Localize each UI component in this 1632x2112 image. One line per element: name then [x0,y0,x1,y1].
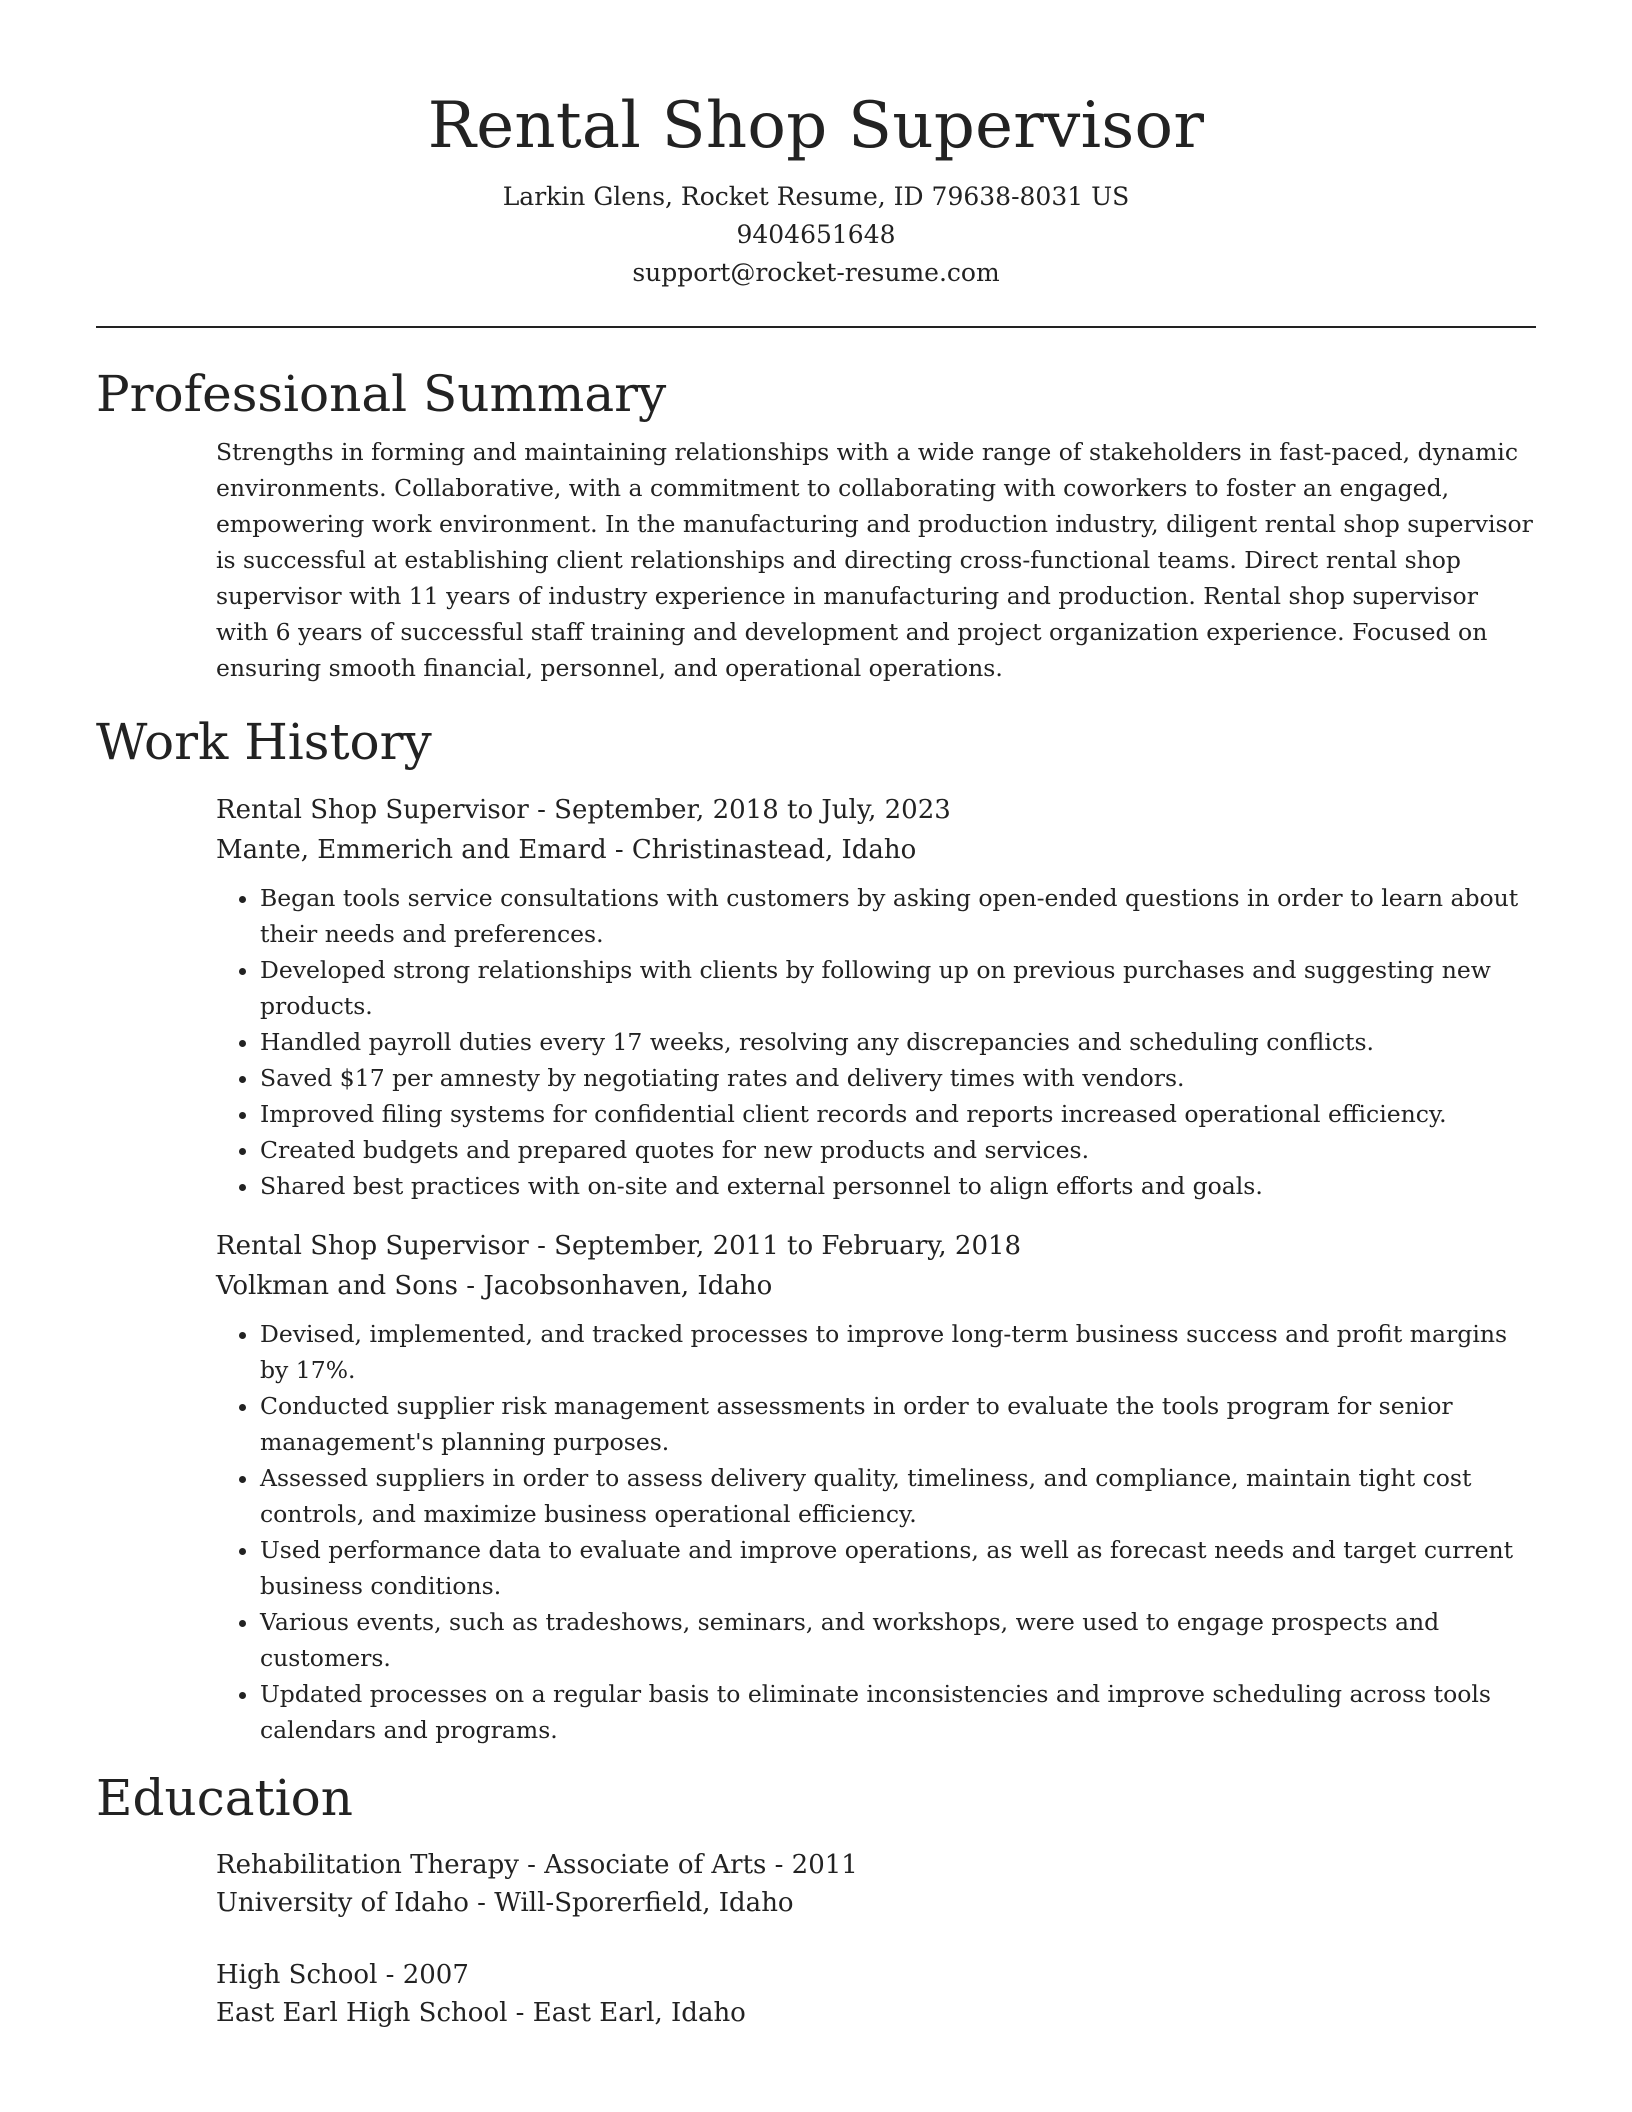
education-school: University of Idaho [216,1888,469,1918]
job-bullet: • Used performance data to evaluate and improve operations, as well as forecast needs and target current business conditions. [260,1532,1536,1604]
job-bullet: • Conducted supplier risk management assessments in order to evaluate the tools program for senior management's planning purposes. [260,1388,1536,1460]
job-title-line [216,790,1536,830]
job-company: Mante, Emmerich and Emard [216,835,607,865]
education-heading: Education [96,1769,353,1827]
education-section [216,1846,1536,2032]
summary-heading: Professional Summary [96,365,667,423]
job-location: - Christinastead, Idaho [606,835,917,865]
job-bullet: • Devised, implemented, and tracked processes to improve long-term business success and profit margins by 17%. [260,1316,1536,1388]
job-bullet-list [216,880,1536,1204]
summary-section [216,434,1536,686]
education-school-line [216,1884,1536,1922]
job-position: Rental Shop Supervisor [216,1231,529,1261]
job-bullet: • Updated processes on a regular basis to eliminate inconsistencies and improve scheduling across tools calendars and programs. [260,1676,1536,1748]
job-bullet: • Began tools service consultations with customers by asking open-ended questions in order to learn about their needs and preferences. [260,880,1536,952]
job-bullet: • Assessed suppliers in order to assess delivery quality, timeliness, and compliance, maintain tight cost controls, and maximize business operational efficiency. [260,1460,1536,1532]
education-location: - East Earl, Idaho [507,1998,746,2028]
job-bullet: • Improved filing systems for confidential client records and reports increased operational efficiency. [260,1096,1536,1132]
education-degree: Rehabilitation Therapy - Associate of Arts - 2011 [216,1850,858,1880]
job-position: Rental Shop Supervisor [216,795,529,825]
education-entry [216,1846,1536,1922]
contact-phone: 9404651648 [736,220,896,249]
job-entry [216,790,1536,1204]
work-history-heading: Work History [96,713,432,771]
education-school: East Earl High School [216,1998,508,2028]
job-location: - Jacobsonhaven, Idaho [458,1271,773,1301]
education-entry [216,1956,1536,2032]
job-bullet: • Saved $17 per amnesty by negotiating rates and delivery times with vendors. [260,1060,1536,1096]
job-company-line [216,830,1536,870]
job-bullet: • Handled payroll duties every 17 weeks, resolving any discrepancies and scheduling conflicts. [260,1024,1536,1060]
header-divider [96,326,1536,328]
education-school-line [216,1994,1536,2032]
summary-text: Strengths in forming and maintaining relationships with a wide range of stakeholders in fast-paced, dynamic environments. Collaborative, with a commitment to collaborating with coworkers to foster an engaged, empowering work environment. In the manufacturing and production industry, diligent rental shop supervisor is successful at establishing client relationships and directing cross-functional teams. Direct rental shop supervisor with 11 years of industry experience in manufacturing and production. Rental shop supervisor with 6 years of successful staff training and development and project organization experience. Focused on ensuring smooth financial, personnel, and operational operations. [216,438,1533,682]
job-title-line [216,1226,1536,1266]
job-bullet: • Various events, such as tradeshows, seminars, and workshops, were used to engage prospects and customers. [260,1604,1536,1676]
job-company-line [216,1266,1536,1306]
contact-address: Larkin Glens, Rocket Resume, ID 79638-8031 US [502,182,1130,211]
contact-block [96,178,1536,292]
job-company: Volkman and Sons [216,1271,458,1301]
job-bullet-list [216,1316,1536,1748]
job-entry [216,1226,1536,1748]
job-bullet: • Shared best practices with on-site and external personnel to align efforts and goals. [260,1168,1536,1204]
contact-email: support@rocket-resume.com [632,258,1000,287]
resume-header [96,0,1536,292]
work-history-section [216,790,1536,1748]
job-dates: - September, 2011 to February, 2018 [528,1231,1022,1261]
job-bullet: • Created budgets and prepared quotes for new products and services. [260,1132,1536,1168]
education-degree: High School - 2007 [216,1960,469,1990]
resume-name: Rental Shop Supervisor [427,89,1205,163]
job-bullet: • Developed strong relationships with clients by following up on previous purchases and suggesting new products. [260,952,1536,1024]
job-dates: - September, 2018 to July, 2023 [528,795,951,825]
education-location: - Will-Sporerfield, Idaho [468,1888,794,1918]
